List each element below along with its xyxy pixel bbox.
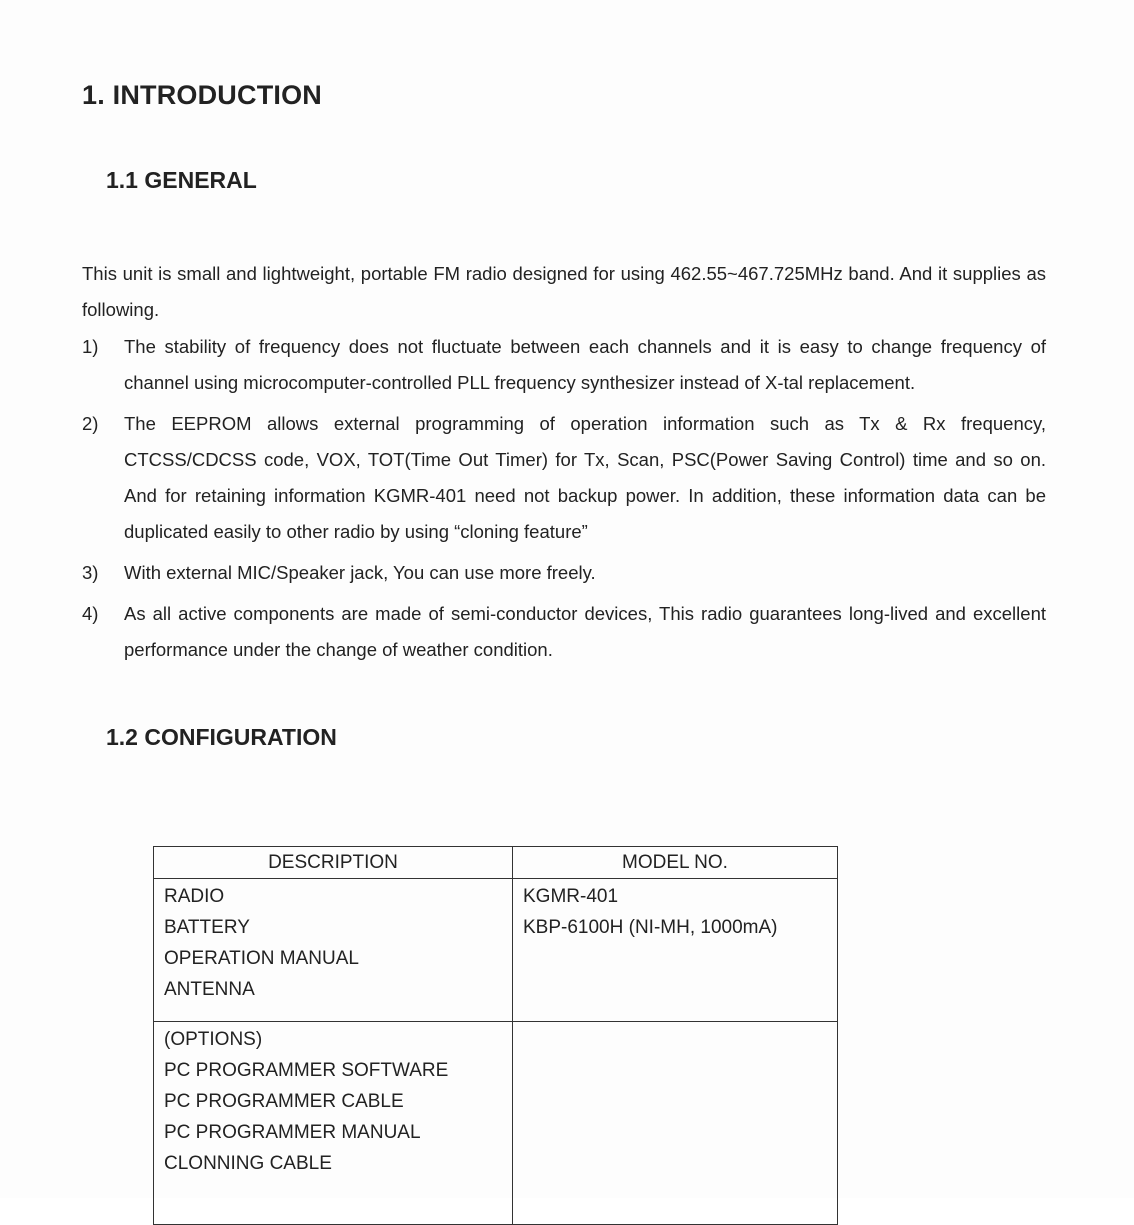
list-item-text: The EEPROM allows external programming of operation information such as Tx & Rx frequency, CTCSS/CDCSS code, VOX, TOT(Time Out Timer) for Tx, Scan, PSC(Power Saving Control) time and so on. And for retaining information KGMR-401 need not backup power. In addition, these information data can be duplicated easily to other radio by using “cloning feature” — [124, 413, 1046, 542]
description-item: BATTERY — [164, 917, 250, 938]
list-item — [82, 329, 1046, 401]
list-item-text: As all active components are made of semi-conductor devices, This radio guarantees long-lived and excellent performance under the change of weather condition. — [124, 603, 1046, 660]
description-item: PC PROGRAMMER MANUAL — [164, 1122, 421, 1143]
list-item-text: With external MIC/Speaker jack, You can use more freely. — [124, 562, 596, 583]
description-item: OPERATION MANUAL — [164, 948, 359, 969]
description-item: ANTENNA — [164, 979, 255, 1000]
table-header-row — [154, 847, 838, 879]
description-item: (OPTIONS) — [164, 1029, 263, 1050]
list-item-number: 3) — [82, 562, 99, 583]
description-item: RADIO — [164, 886, 225, 907]
model-item: KGMR-401 — [523, 886, 619, 907]
section-title: 1. INTRODUCTION — [82, 80, 323, 110]
model-column-header: MODEL NO. — [513, 847, 838, 879]
general-intro-paragraph: This unit is small and lightweight, portable FM radio designed for using 462.55~467.725MHz band. And it supplies as following. — [82, 263, 1046, 320]
list-item — [82, 596, 1046, 668]
list-item — [82, 555, 1046, 591]
main-descriptions-cell — [154, 879, 513, 1022]
model-item: KBP-6100H (NI-MH, 1000mA) — [523, 917, 778, 938]
configuration-heading: 1.2 CONFIGURATION — [106, 724, 337, 750]
list-item-number: 2) — [82, 413, 99, 434]
description-item: CLONNING CABLE — [164, 1153, 332, 1174]
list-item-number: 1) — [82, 336, 99, 357]
list-item — [82, 406, 1046, 550]
configuration-table — [153, 846, 838, 1225]
options-descriptions-cell — [154, 1022, 513, 1225]
options-models-cell — [513, 1022, 838, 1225]
description-item: PC PROGRAMMER SOFTWARE — [164, 1060, 449, 1081]
list-item-text: The stability of frequency does not fluctuate between each channels and it is easy to change frequency of channel using microcomputer-controlled PLL frequency synthesizer instead of X-tal replacement. — [124, 336, 1046, 393]
description-item: PC PROGRAMMER CABLE — [164, 1091, 404, 1112]
description-column-header: DESCRIPTION — [154, 847, 513, 879]
main-models-cell — [513, 879, 838, 1022]
general-heading: 1.1 GENERAL — [106, 167, 257, 193]
feature-list — [82, 329, 1046, 673]
table-row — [154, 1022, 838, 1225]
list-item-number: 4) — [82, 603, 99, 624]
table-row — [154, 879, 838, 1022]
